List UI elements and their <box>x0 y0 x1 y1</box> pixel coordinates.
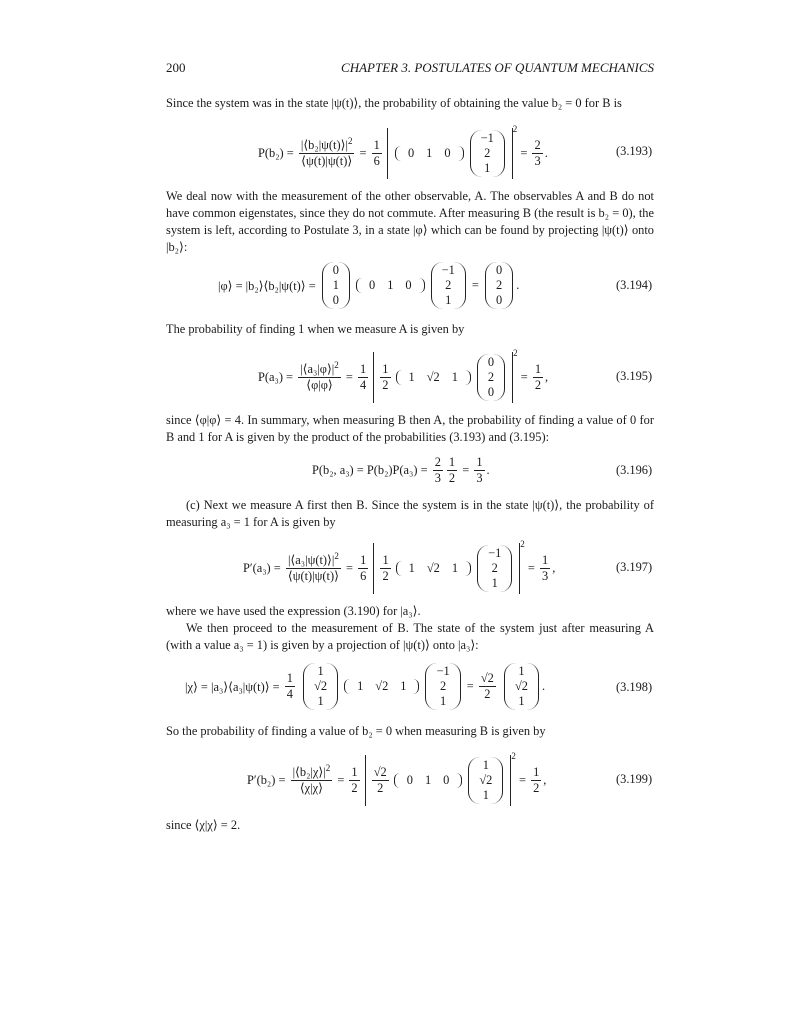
equation-3-193: P(b₂) = $\frac{|⟨b_2|\psi(t)⟩|^2}{⟨\psi(t)|\psi(t)⟩}$ = $\frac{1}{6}$ 0 1 0 −1 2 1 $^2$ = $\frac{2}{3}$ . <box>258 128 548 179</box>
equation-number-3-199: (3.199) <box>616 772 653 786</box>
paragraph-3: The probability of finding 1 when we measure A is given by <box>166 322 465 336</box>
paragraph-4: since ⟨φ|φ⟩ = 4. In summary, when measuring B then A, the probability of finding a value of 0 for B and 1 for A is given by the product of the probabilities (3.193) and (3.195): <box>166 413 654 444</box>
equation-number-3-197: (3.197) <box>616 560 653 574</box>
paragraph-5: (c) Next we measure A first then B. Since the system is in the state |ψ(t)⟩, the probability of measuring a₃ = 1 for A is given by <box>166 498 654 529</box>
equation-number-3-194: (3.194) <box>616 278 653 292</box>
equation-3-197: P′(a₃) = $\frac{|⟨a_3|\psi(t)⟩|^2}{⟨\psi(t)|\psi(t)⟩}$ = $\frac{1}{6}$ $\frac{1}{2}$ 1 √2 1 −1 2 1 $^2$ = $\frac{1}{3}$ , <box>243 543 555 594</box>
equation-3-194: |φ⟩ = |b₂⟩⟨b₂|ψ(t)⟩ = 0 1 0 0 1 0 −1 2 1 = 0 2 0 . <box>218 263 520 307</box>
equation-number-3-196: (3.196) <box>616 463 653 477</box>
paragraph-7: We then proceed to the measurement of B. The state of the system just after measuring A (with a value a₃ = 1) is given by a projection of |ψ(t)⟩ onto |a₃⟩: <box>166 621 654 652</box>
paragraph-1: Since the system was in the state |ψ(t)⟩, the probability of obtaining the value b₂ = 0 for B is <box>166 96 622 110</box>
equation-3-199: P′(b₂) = $\frac{|⟨b_2|\chi⟩|^2}{⟨\chi|\chi⟩}$ = $\frac{1}{2}$ $\frac{√2}{2}$ 0 1 0 1 √2 1 $^2$ = $\frac{1}{2}$ , <box>247 755 546 806</box>
paragraph-8: So the probability of finding a value of b₂ = 0 when measuring B is given by <box>166 724 546 738</box>
paragraph-2: We deal now with the measurement of the other observable, A. The observables A and B do not have common eigenstates, since they do not commute. After measuring B (the result is b₂ = 0), the system is left, according to Postulate 3, in a state |φ⟩ which can be found by projecting |ψ(t)⟩ onto |b₂⟩: <box>166 189 654 254</box>
chapter-title: CHAPTER 3. POSTULATES OF QUANTUM MECHANICS <box>341 60 654 75</box>
equation-3-198: |χ⟩ = |a₃⟩⟨a₃|ψ(t)⟩ = $\frac{1}{4}$ 1 √2 1 1 √2 1 −1 2 1 = $\frac{√2}{2}$ 1 √2 1 . <box>185 664 546 708</box>
page-number: 200 <box>166 60 186 75</box>
paragraph-6: where we have used the expression (3.190) for |a₃⟩. <box>166 604 421 618</box>
paragraph-9: since ⟨χ|χ⟩ = 2. <box>166 818 241 832</box>
equation-3-195: P(a₃) = $\frac{|⟨a_3|\varphi⟩|^2}{⟨\varphi|\varphi⟩}$ = $\frac{1}{4}$ $\frac{1}{2}$ 1 √2 1 0 2 0 $^2$ = $\frac{1}{2}$ , <box>258 352 548 403</box>
equation-number-3-198: (3.198) <box>616 680 653 694</box>
equation-number-3-193: (3.193) <box>616 144 653 158</box>
equation-number-3-195: (3.195) <box>616 369 653 383</box>
equation-3-196: P(b₂, a₃) = P(b₂)P(a₃) = $\frac{2}{3}$ $\frac{1}{2}$ = $\frac{1}{3}$ . <box>312 455 490 485</box>
